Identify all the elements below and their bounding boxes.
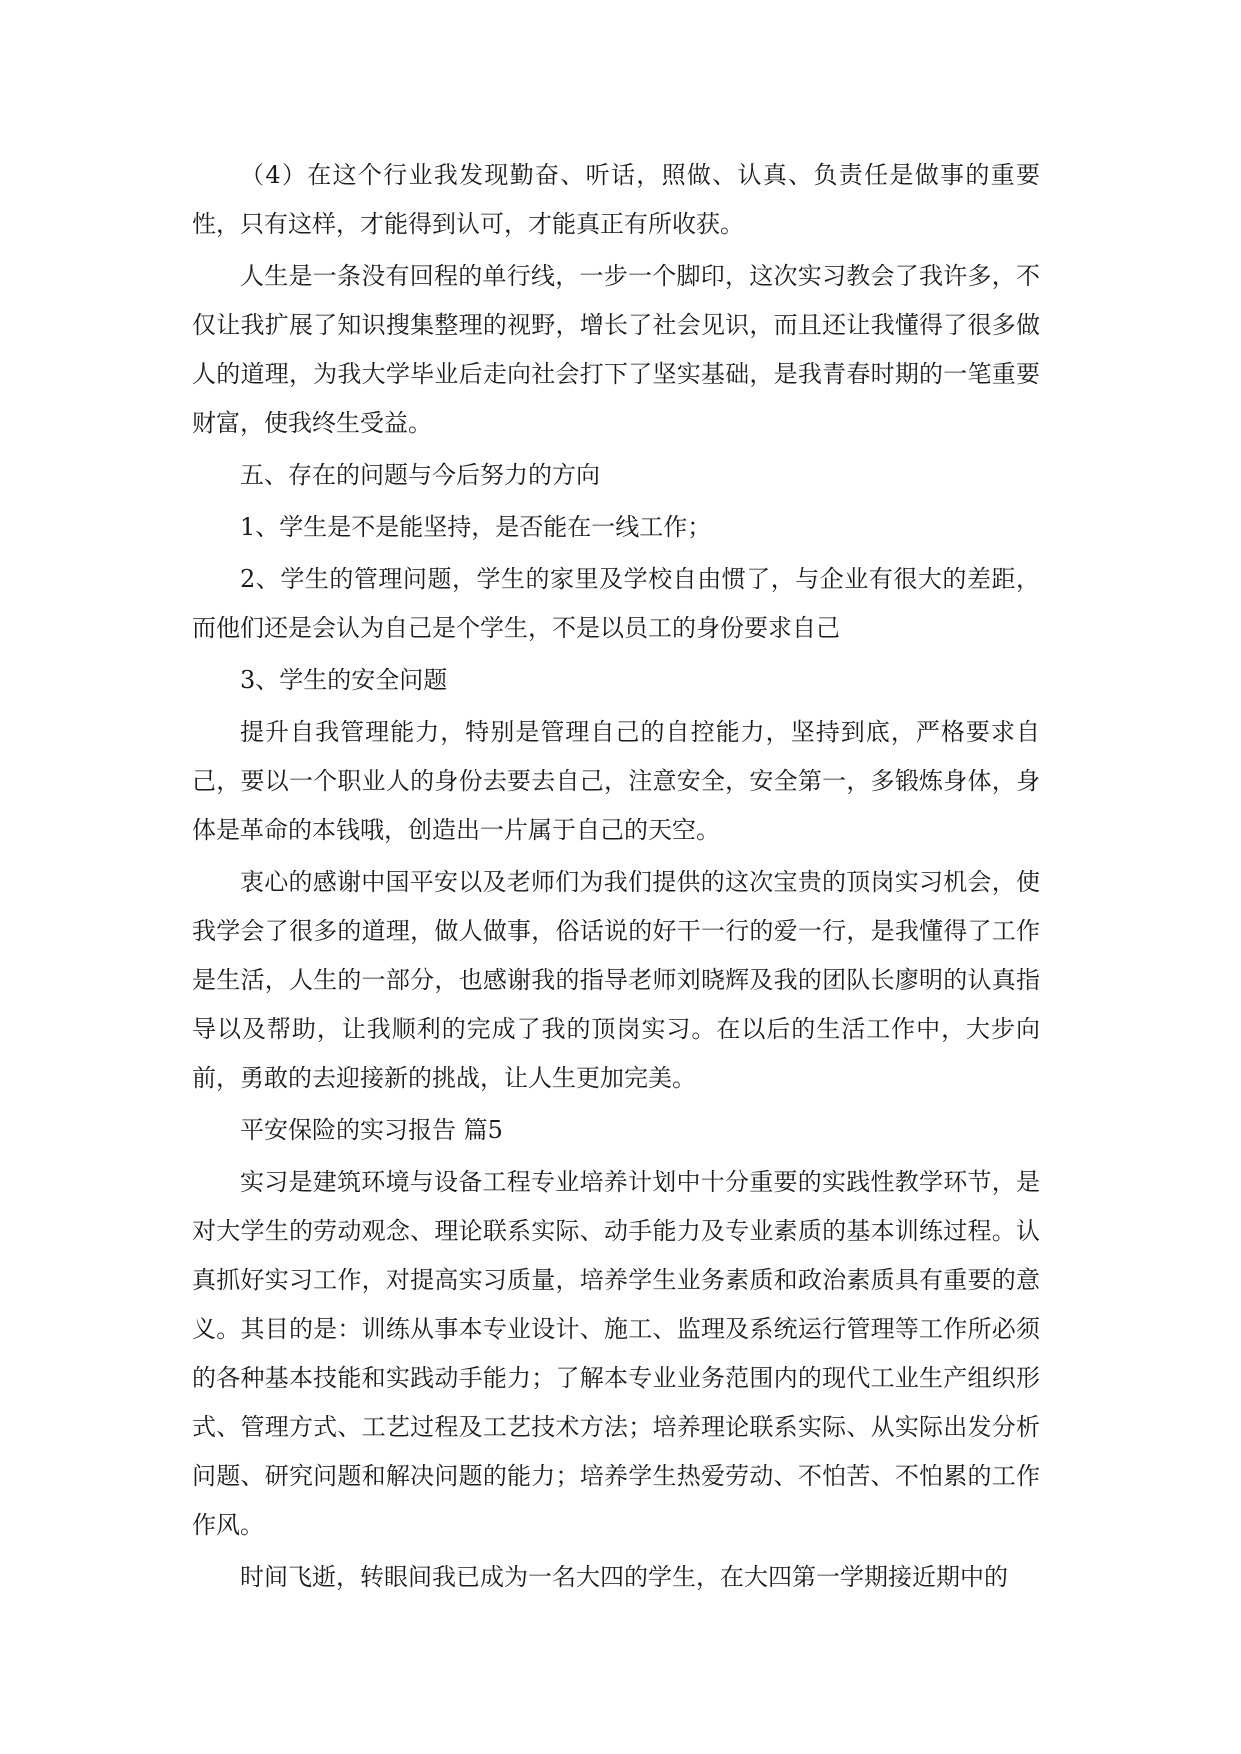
document-page: [192, 151, 1040, 1605]
paragraph-life-reflection: 人生是一条没有回程的单行线，一步一个脚印，这次实习教会了我许多，不仅让我扩展了知识搜集整理的视野，增长了社会见识，而且还让我懂得了很多做人的道理，为我大学毕业后走向社会打下了坚实基础，是我青春时期的一笔重要财富，使我终生受益。: [192, 262, 1040, 437]
list-item-problem-2: 2、学生的管理问题，学生的家里及学校自由惯了，与企业有很大的差距，而他们还是会认为自己是个学生，不是以员工的身份要求自己: [192, 565, 1040, 642]
paragraph-acknowledgements: 衷心的感谢中国平安以及老师们为我们提供的这次宝贵的顶岗实习机会，使我学会了很多的道理，做人做事，俗话说的好干一行的爱一行，是我懂得了工作是生活，人生的一部分，也感谢我的指导老师刘晓辉及我的团队长廖明的认真指导以及帮助，让我顺利的完成了我的顶岗实习。在以后的生活工作中，大步向前，勇敢的去迎接新的挑战，让人生更加完美。: [192, 868, 1040, 1092]
section-heading-problems: 五、存在的问题与今后努力的方向: [240, 461, 600, 489]
list-item-problem-1: 1、学生是不是能坚持，是否能在一线工作；: [240, 513, 712, 541]
list-item-problem-3: 3、学生的安全问题: [240, 666, 448, 694]
paragraph-self-management: 提升自我管理能力，特别是管理自己的自控能力，坚持到底，严格要求自己，要以一个职业人的身份去要去自己，注意安全，安全第一，多锻炼身体，身体是革命的本钱哦，创造出一片属于自己的天空。: [192, 718, 1040, 844]
section-heading-report-5: 平安保险的实习报告 篇5: [240, 1116, 503, 1144]
paragraph-point-4: （4）在这个行业我发现勤奋、听话，照做、认真、负责任是做事的重要性，只有这样，才能得到认可，才能真正有所收获。: [192, 161, 1040, 238]
paragraph-internship-purpose: 实习是建筑环境与设备工程专业培养计划中十分重要的实践性教学环节，是对大学生的劳动观念、理论联系实际、动手能力及专业素质的基本训练过程。认真抓好实习工作，对提高实习质量，培养学生业务素质和政治素质具有重要的意义。其目的是：训练从事本专业设计、施工、监理及系统运行管理等工作所必须的各种基本技能和实践动手能力；了解本专业业务范围内的现代工业生产组织形式、管理方式、工艺过程及工艺技术方法；培养理论联系实际、从实际出发分析问题、研究问题和解决问题的能力；培养学生热爱劳动、不怕苦、不怕累的工作作风。: [192, 1168, 1040, 1539]
paragraph-time-passes: 时间飞逝，转眼间我已成为一名大四的学生，在大四第一学期接近期中的: [240, 1563, 1008, 1591]
